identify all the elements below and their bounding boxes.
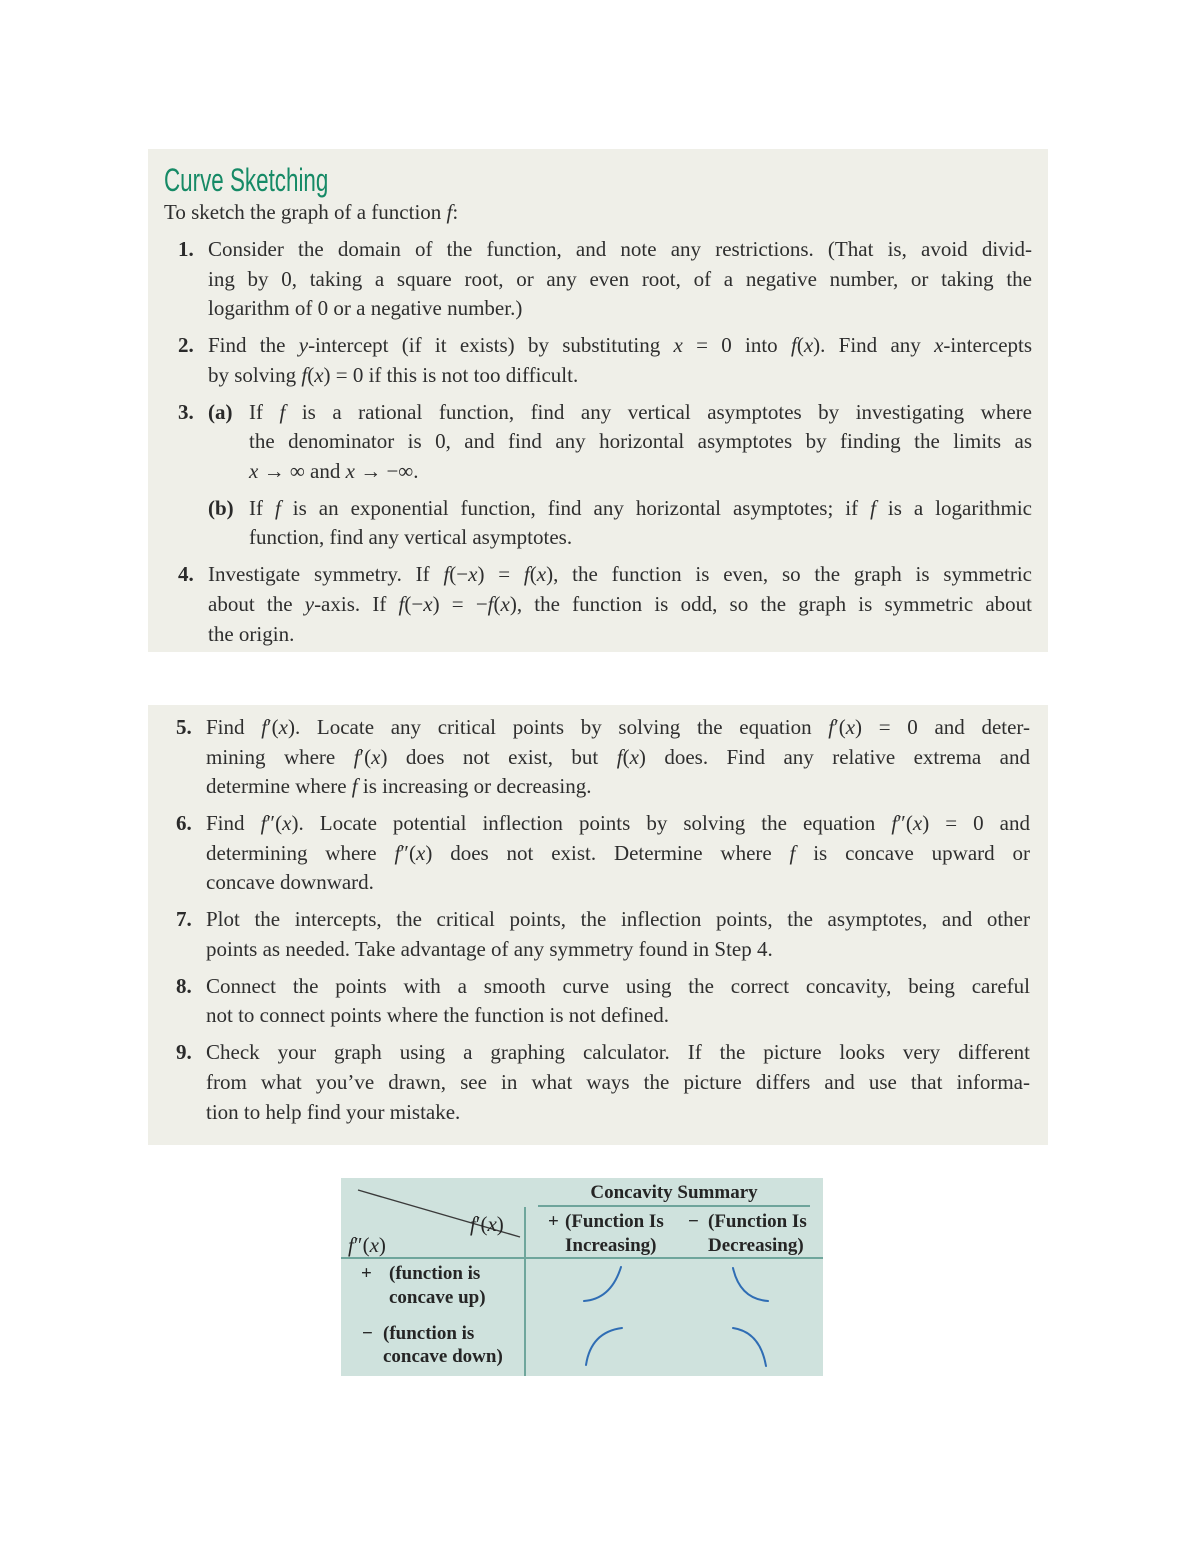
math-variable: y [298, 333, 309, 358]
text-run: ′( [267, 715, 279, 740]
text-line [206, 1001, 1030, 1031]
math-variable: f [394, 840, 401, 865]
math-variable: x [934, 333, 944, 358]
text-run: → ∞ and [258, 458, 346, 483]
step-item [148, 905, 1030, 964]
step-item [148, 809, 1030, 898]
math-variable: f [870, 495, 876, 520]
subpart-label: (a) [208, 399, 233, 424]
text-run: ) does not exist, but [380, 744, 617, 769]
text-run: ″( [353, 1233, 370, 1257]
decreasing-concave-up-curve-icon [733, 1268, 768, 1301]
text-run: (− [449, 562, 469, 587]
panel-title [164, 161, 1032, 199]
text-run: ′( [475, 1212, 488, 1236]
text-run: ′( [359, 744, 372, 769]
math-variable: f [487, 591, 494, 616]
step-subpart [208, 398, 1032, 487]
step-number: 3. [178, 399, 194, 424]
text-run: If [249, 495, 275, 520]
math-variable: f [274, 495, 281, 520]
text-run: = 0 into [682, 333, 791, 358]
text-run: To sketch the graph of a function [164, 200, 447, 224]
math-variable: f [828, 715, 835, 740]
text-run: is a logarithmic [875, 495, 1032, 520]
table-title: Concavity Summary [590, 1182, 758, 1203]
text-run: concave downward. [206, 870, 374, 895]
row-head-concave-down-sign: − [362, 1323, 373, 1344]
step-item [148, 235, 1032, 324]
math-variable: x [371, 744, 381, 769]
text-run: is a rational function, find any vertical asymptotes by investigating where [285, 399, 1032, 424]
text-run: ing by 0, taking a square root, or any even root, of a negative number, or taking the [208, 266, 1032, 291]
math-variable: x [500, 591, 510, 616]
text-run: determining where [206, 840, 395, 865]
text-run: ( [796, 333, 804, 358]
text-run: ) = − [432, 591, 488, 616]
text-run: from what you’ve drawn, see in what ways the picture differs and use that informa- [206, 1069, 1030, 1094]
curve-sketching-panel [148, 149, 1048, 652]
text-run: Consider the domain of the function, and note any restrictions. (That is, avoid divid- [208, 237, 1032, 262]
text-run: ) [378, 1233, 386, 1257]
text-line [208, 265, 1032, 295]
text-run: logarithm of 0 or a negative number.) [208, 296, 523, 321]
step-item [148, 972, 1030, 1031]
math-variable: x [369, 1233, 379, 1257]
math-variable: f [470, 1212, 476, 1236]
step-number: 9. [176, 1040, 192, 1065]
math-variable: f [398, 591, 405, 616]
text-run: about the [208, 591, 305, 616]
row-head-concave-down-line1: (function is [383, 1323, 475, 1344]
col-head-increasing-sign: + [548, 1211, 559, 1232]
col-head-increasing-line1: (Function Is [565, 1211, 664, 1232]
text-line [206, 1068, 1030, 1098]
math-variable: x [845, 715, 856, 740]
math-variable: x [345, 458, 355, 483]
step-number: 6. [176, 811, 192, 836]
text-line [206, 713, 1030, 743]
intro-text [164, 199, 1032, 225]
steps-list-continued [148, 713, 1030, 1127]
curve-sketching-panel-continued [148, 705, 1048, 1145]
text-run: is concave upward or [795, 840, 1030, 865]
math-variable: f [261, 715, 268, 740]
math-variable: f [279, 399, 286, 424]
text-line [206, 905, 1030, 935]
math-variable: f [351, 774, 358, 799]
text-run: the denominator is 0, and find any horizontal asymptotes by finding the limits as [249, 429, 1032, 454]
row-head-concave-up-line2: concave up) [389, 1287, 486, 1308]
text-line [208, 294, 1032, 324]
text-line [206, 839, 1030, 869]
text-run: tion to help find your mistake. [206, 1099, 461, 1124]
subpart-label: (b) [208, 495, 234, 520]
text-line [249, 427, 1032, 457]
text-line [206, 809, 1030, 839]
step-number: 7. [176, 907, 192, 932]
math-variable: f [523, 562, 530, 587]
text-line [249, 398, 1032, 428]
text-run: the origin. [208, 621, 295, 646]
text-run: ), the function is odd, so the graph is symmetric about [509, 591, 1033, 616]
increasing-concave-down-curve-icon [586, 1328, 622, 1365]
panel-title-text: Curve Sketching [164, 162, 329, 198]
math-variable: x [487, 1212, 497, 1236]
text-run: ) [496, 1212, 504, 1236]
step-item [148, 1038, 1030, 1127]
math-variable: x [278, 715, 288, 740]
text-run: ′( [834, 715, 846, 740]
text-run: ), the function is even, so the graph is symmetric [546, 562, 1032, 587]
text-run: (− [404, 591, 424, 616]
math-variable: x [629, 744, 639, 769]
step-item [148, 560, 1032, 649]
math-variable: f [260, 811, 267, 836]
math-variable: x [282, 811, 292, 836]
math-variable: f [616, 744, 623, 769]
text-run: ). Locate any critical points by solving the equation [287, 715, 829, 740]
math-variable: x [803, 333, 814, 358]
text-line [249, 494, 1032, 524]
math-variable: x [423, 591, 433, 616]
steps-list [148, 235, 1032, 649]
math-variable: x [673, 333, 683, 358]
step-number: 1. [178, 237, 194, 262]
step-number: 4. [178, 562, 194, 587]
text-run: -intercept (if it exists) by substituting [308, 333, 674, 358]
text-run: -axis. If [314, 591, 399, 616]
text-run: -intercepts [943, 333, 1033, 358]
text-line [208, 590, 1032, 620]
text-run: ) does. Find any relative extrema and [638, 744, 1030, 769]
concavity-summary-table [341, 1178, 823, 1376]
text-run: is an exponential function, find any horizontal asymptotes; if [280, 495, 871, 520]
text-run: ( [622, 744, 630, 769]
math-variable: x [912, 811, 923, 836]
increasing-concave-up-curve-icon [584, 1267, 621, 1301]
math-variable: x [314, 362, 324, 387]
text-run: ( [529, 562, 537, 587]
decreasing-concave-down-curve-icon [733, 1328, 766, 1366]
text-run: Connect the points with a smooth curve using the correct concavity, being careful [206, 973, 1030, 998]
text-run: Find [206, 715, 262, 740]
text-run: by solving [208, 362, 302, 387]
col-head-decreasing-line2: Decreasing) [708, 1235, 804, 1256]
text-line [249, 457, 1032, 487]
text-line [206, 1098, 1030, 1128]
text-run: ″( [897, 811, 913, 836]
first-derivative-label [470, 1212, 504, 1236]
text-run: ) = [477, 562, 524, 587]
text-run: Plot the intercepts, the critical points, the inflection points, the asymptotes, and other [206, 907, 1030, 932]
text-run: is increasing or decreasing. [357, 774, 592, 799]
text-line [208, 235, 1032, 265]
math-variable: f [446, 200, 453, 224]
text-run: Find [206, 811, 261, 836]
text-run: points as needed. Take advantage of any symmetry found in Step 4. [206, 936, 773, 961]
text-run: determine where [206, 774, 352, 799]
text-line [208, 361, 1032, 391]
text-run: ) = 0 if this is not too difficult. [323, 362, 579, 387]
text-run: function, find any vertical asymptotes. [249, 525, 573, 550]
text-run: ) = 0 and [922, 811, 1031, 836]
text-run: : [452, 200, 459, 224]
row-head-concave-up-line1: (function is [389, 1263, 481, 1284]
text-line [206, 972, 1030, 1002]
text-run: ( [307, 362, 315, 387]
step-item [148, 713, 1030, 802]
math-variable: x [536, 562, 547, 587]
text-run: ). Locate potential inflection points by solving the equation [291, 811, 892, 836]
text-run: → −∞. [354, 458, 419, 483]
text-run: Investigate symmetry. If [208, 562, 444, 587]
text-line [208, 560, 1032, 590]
text-line [206, 1038, 1030, 1068]
math-variable: y [304, 591, 315, 616]
step-item [148, 398, 1032, 553]
step-item [148, 331, 1032, 390]
math-variable: f [443, 562, 450, 587]
math-variable: f [789, 840, 796, 865]
row-head-concave-down-line2: concave down) [383, 1346, 503, 1367]
row-head-concave-up-sign: + [361, 1263, 372, 1284]
text-run: mining where [206, 744, 354, 769]
text-run: Check your graph using a graphing calculator. If the picture looks very different [206, 1040, 1030, 1065]
math-variable: x [468, 562, 478, 587]
text-run: If [249, 399, 280, 424]
math-variable: f [891, 811, 898, 836]
text-run: ″( [400, 840, 417, 865]
text-run: ) = 0 and deter- [855, 715, 1030, 740]
math-variable: x [249, 458, 259, 483]
text-line [208, 620, 1032, 650]
step-subpart [208, 494, 1032, 553]
step-number: 5. [176, 715, 192, 740]
text-run: Find the [208, 333, 299, 358]
text-run: ). Find any [813, 333, 935, 358]
math-variable: f [348, 1233, 354, 1257]
text-line [206, 935, 1030, 965]
col-head-increasing-line2: Increasing) [565, 1235, 657, 1256]
math-variable: f [301, 362, 308, 387]
text-run: not to connect points where the function is not defined. [206, 1003, 670, 1028]
math-variable: f [790, 333, 797, 358]
math-variable: f [353, 744, 360, 769]
text-run: ) does not exist. Determine where [425, 840, 790, 865]
text-run: ( [493, 591, 501, 616]
text-line [206, 772, 1030, 802]
math-variable: x [416, 840, 426, 865]
step-number: 8. [176, 973, 192, 998]
second-derivative-label [348, 1233, 386, 1257]
col-head-decreasing-sign: − [688, 1211, 699, 1232]
col-head-decreasing-line1: (Function Is [708, 1211, 807, 1232]
text-line [206, 743, 1030, 773]
text-line [206, 868, 1030, 898]
step-number: 2. [178, 333, 194, 358]
text-line [249, 523, 1032, 553]
text-run: ″( [266, 811, 283, 836]
text-line [208, 331, 1032, 361]
